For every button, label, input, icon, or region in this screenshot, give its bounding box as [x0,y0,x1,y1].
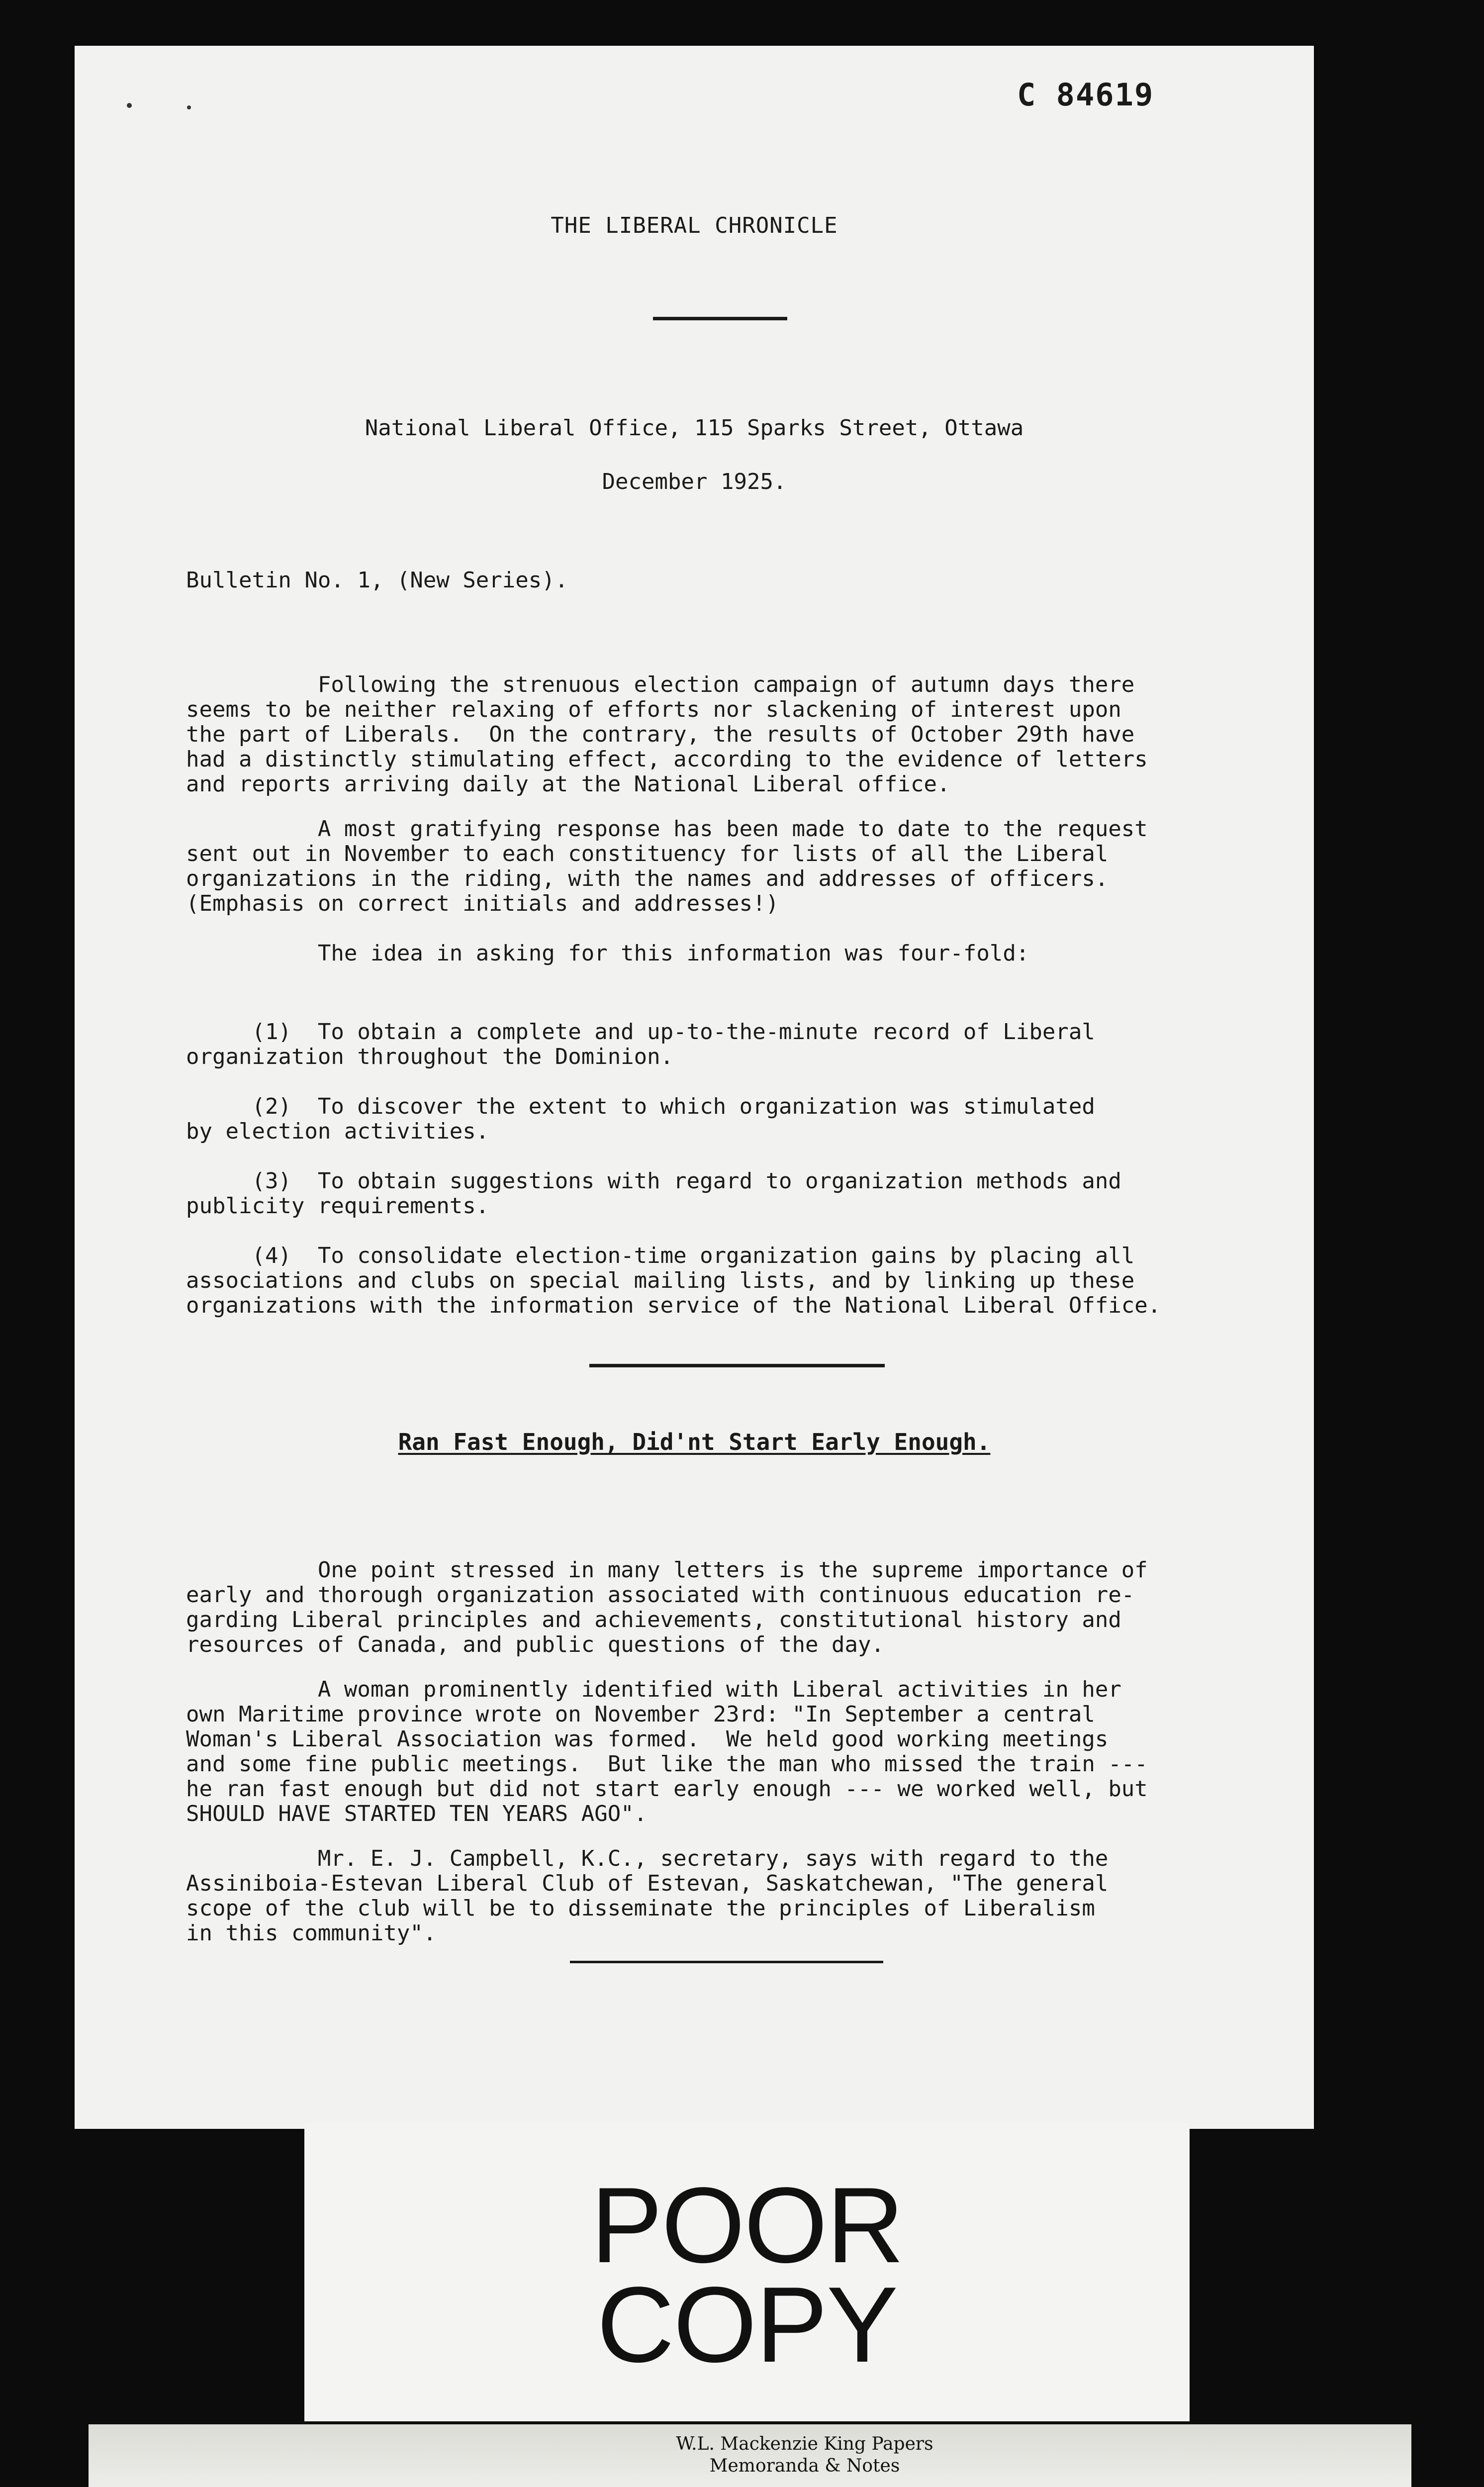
text-line: in this community". [186,1920,437,1946]
section-paragraph-2 [186,1677,1310,1826]
text-line: organizations in the riding, with the names and addresses of officers. [186,866,1109,891]
poor-copy-line-1: POOR [590,2165,904,2285]
section-rule [589,1364,885,1367]
masthead-rule [653,317,787,320]
section-heading: Ran Fast Enough, Did'nt Start Early Enough. [398,1429,991,1455]
text-line: The idea in asking for this information was four-fold: [186,941,1029,966]
section-paragraph-1 [186,1558,1310,1657]
text-line: seems to be neither relaxing of efforts nor slackening of interest upon [186,697,1121,722]
text-line: (4) To consolidate election-time organization gains by placing all [186,1243,1135,1268]
collection-label [611,2433,999,2479]
collection-line-1: W.L. Mackenzie King Papers [676,2434,933,2454]
text-line: Woman's Liberal Association was formed. We held good working meetings [186,1726,1109,1752]
archives-label [89,2424,1411,2487]
point-3 [186,1169,1310,1219]
text-line: organizations with the information service of the National Liberal Office. [186,1293,1161,1318]
response-paragraph [186,817,1310,916]
text-line: A most gratifying response has been made to date to the request [186,816,1148,842]
text-line: he ran fast enough but did not start early enough --- we worked well, but [186,1776,1148,1802]
scan-specks [75,46,283,125]
speck [127,103,132,108]
speck [187,105,191,109]
text-line: Mr. E. J. Campbell, K.C., secretary, says with regard to the [186,1846,1109,1871]
section-paragraph-3 [186,1846,1310,1946]
text-line: garding Liberal principles and achievements, constitutional history and [186,1607,1121,1632]
text-line: Following the strenuous election campaign of autumn days there [186,672,1135,697]
text-line: One point stressed in many letters is the supreme importance of [186,1557,1148,1583]
text-line: organization throughout the Dominion. [186,1044,674,1069]
text-line: (Emphasis on correct initials and addresses!) [186,891,779,916]
text-line: publicity requirements. [186,1193,489,1219]
poor-copy-stamp [304,2123,1190,2421]
text-line: sent out in November to each constituency for lists of all the Liberal [186,841,1109,866]
reference-number: C 84619 [1017,77,1154,113]
text-line: Assiniboia-Estevan Liberal Club of Estevan, Saskatchewan, "The general [186,1871,1109,1896]
intro-paragraph [186,672,1310,797]
text-line: scope of the club will be to disseminate the principles of Liberalism [186,1896,1095,1921]
date-line: December 1925. [602,469,787,494]
text-line: had a distinctly stimulating effect, according to the evidence of letters [186,747,1148,772]
document-page [75,46,1314,2129]
text-line: the part of Liberals. On the contrary, the results of October 29th have [186,722,1135,747]
masthead: THE LIBERAL CHRONICLE [551,213,838,238]
text-line: (1) To obtain a complete and up-to-the-minute record of Liberal [186,1019,1095,1045]
bulletin-line: Bulletin No. 1, (New Series). [186,568,568,593]
text-line: and some fine public meetings. But like the man who missed the train --- [186,1751,1148,1777]
text-line: and reports arriving daily at the National Liberal office. [186,771,950,797]
point-1 [186,1020,1310,1069]
collection-line-2: Memoranda & Notes [709,2456,900,2476]
office-line: National Liberal Office, 115 Sparks Street, Ottawa [365,415,1024,441]
point-4 [186,1244,1310,1318]
point-2 [186,1094,1310,1144]
text-line: own Maritime province wrote on November 23rd: "In September a central [186,1702,1095,1727]
text-line: resources of Canada, and public questions of the day. [186,1632,884,1657]
text-line: SHOULD HAVE STARTED TEN YEARS AGO". [186,1801,648,1826]
text-line: associations and clubs on special mailing lists, and by linking up these [186,1268,1135,1293]
poor-copy-line-2: COPY [596,2264,898,2385]
closing-rule [570,1961,883,1963]
text-line: (3) To obtain suggestions with regard to organization methods and [186,1168,1121,1194]
text-line: A woman prominently identified with Liberal activities in her [186,1677,1121,1702]
text-line: (2) To discover the extent to which organization was stimulated [186,1094,1095,1119]
text-line: by election activities. [186,1119,489,1144]
text-line: early and thorough organization associated with continuous education re- [186,1582,1135,1608]
fourfold-intro [186,941,1310,966]
